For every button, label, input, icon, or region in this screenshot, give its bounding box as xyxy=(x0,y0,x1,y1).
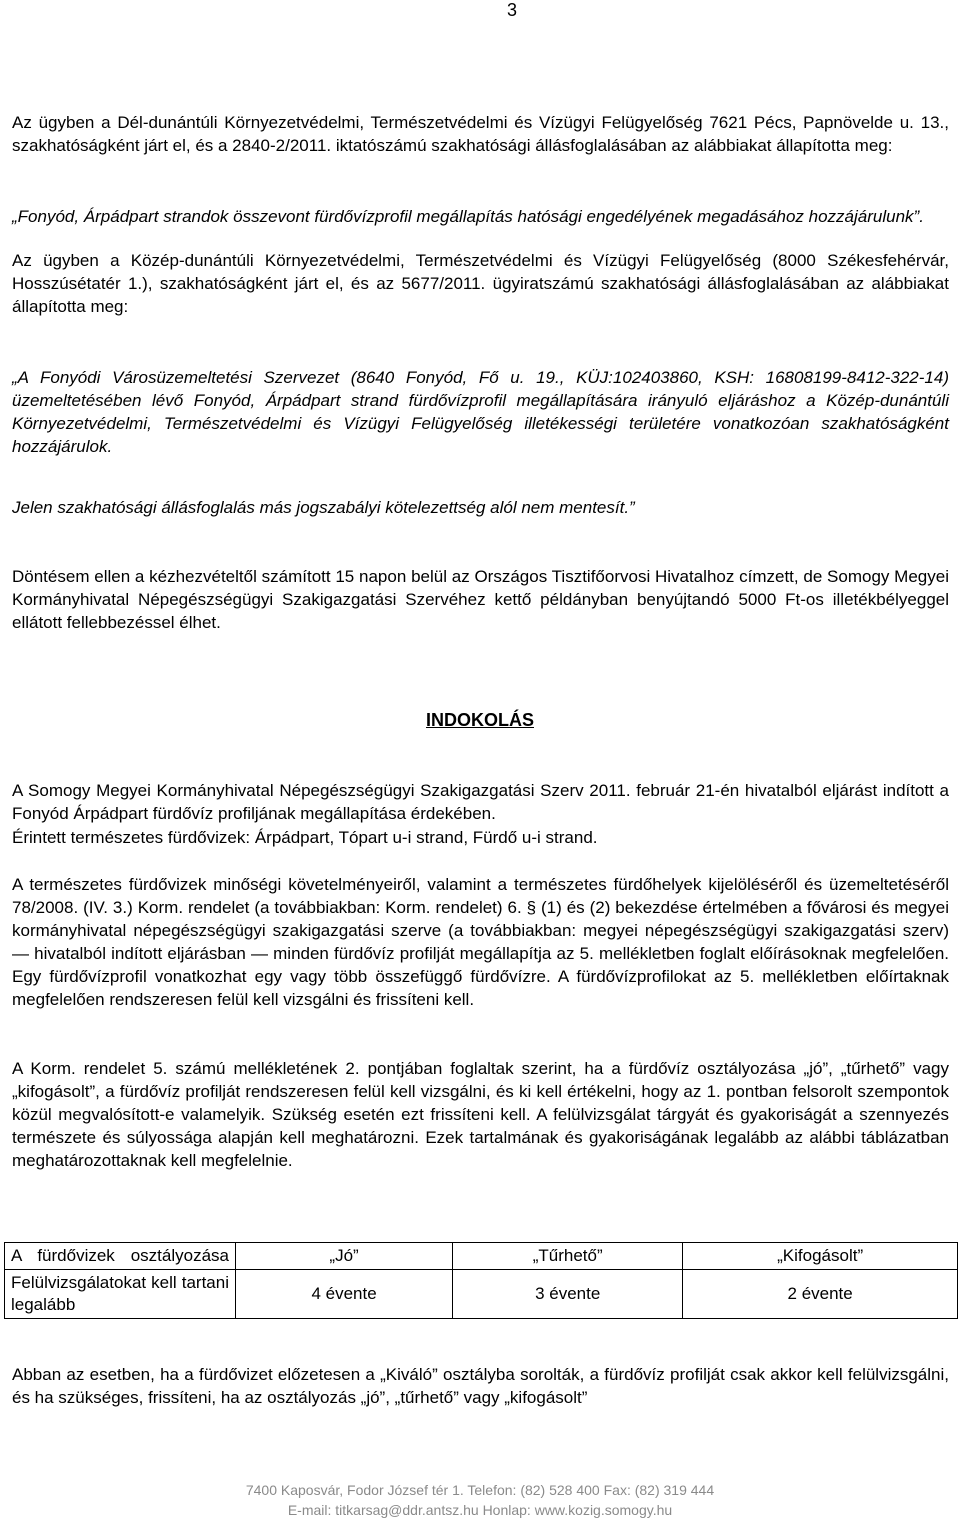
table-row xyxy=(5,1243,958,1270)
paragraph-affected-waters: Érintett természetes fürdővizek: Árpádpart, Tópart u-i strand, Fürdő u-i strand. xyxy=(12,828,598,847)
table-cell: 3 évente xyxy=(453,1270,683,1319)
paragraph-del-dunantuli-authority: Az ügyben a Dél-dunántúli Környezetvédelmi, Természetvédelmi és Vízügyi Felügyelőség 7621 Pécs, Papnövelde u. 13., szakhatóságként járt el, és a 2840-2/2011. iktatószámú szakhatósági állásfoglalásában az alábbiakat állapította meg: xyxy=(12,113,949,155)
paragraph-kozep-dunantuli-authority: Az ügyben a Közép-dunántúli Környezetvédelmi, Természetvédelmi és Vízügyi Felügyelőség (8000 Székesfehérvár, Hosszúsétatér 1.), szakhatóságként járt el, és az 5677/2011. ügyiratszámú szakhatósági állásfoglalásában az alábbiakat állapította meg: xyxy=(12,251,949,316)
quote-del-dunantuli-decision: „Fonyód, Árpádpart strandok összevont fürdővízprofil megállapítás hatósági engedélyének megadásához hozzájárulunk”. xyxy=(12,207,924,226)
review-frequency-table xyxy=(4,1242,958,1319)
table-cell: 2 évente xyxy=(683,1270,958,1319)
table-cell: 4 évente xyxy=(236,1270,453,1319)
paragraph-review-requirements: A Korm. rendelet 5. számú mellékletének 2. pontjában foglaltak szerint, ha a fürdővíz osztályozása „jó”, „tűrhető” vagy „kifogásolt”, a fürdővíz profilját rendszeresen felül kell vizsgálni, és ki kell értékelni, hogy az 1. pontban felsorolt szempontok közül megvalósított-e valamelyik. Szükség esetén ezt frissíteni kell. A felülvizsgálat tárgyát és gyakoriságát a szennyezés természete és súlyossága alapján kell meghatározni. Ezek tartalmának és gyakoriságának legalább az alábbi táblázatban meghatározottaknak kell megfelelnie. xyxy=(12,1059,949,1170)
quote-exemption-note: Jelen szakhatósági állásfoglalás más jogszabályi kötelezettség alól nem mentesít.” xyxy=(12,498,635,517)
table-row-header: Felülvizsgálatokat kell tartani legalább xyxy=(5,1270,236,1319)
table-row-header: A fürdővizek osztályozása xyxy=(5,1243,236,1270)
table-cell: „Jó” xyxy=(236,1243,453,1270)
footer-contact: E-mail: titkarsag@ddr.antsz.hu Honlap: www.kozig.somogy.hu xyxy=(287,1502,673,1518)
paragraph-regulation: A természetes fürdővizek minőségi követelményeiről, valamint a természetes fürdőhelyek kijelöléséről és üzemeltetéséről 78/2008. (IV. 3.) Korm. rendelet (a továbbiakban: Korm. rendelet) 6. § (1) és (2) bekezdése értelmében a fővárosi és megyei kormányhivatal népegészségügyi szakigazgatási szerve (a továbbiakban: megyei népegészségügyi szakigazgatási szerv) — hivatalból indított eljárásban — minden fürdővíz profilját megállapítja az 5. mellékletben foglalt előírásoknak megfelelően. Egy fürdővízprofil vonatkozhat egy vagy több összefüggő fürdővízre. A fürdővízprofilokat az 5. mellékletben előírtaknak megfelelően rendszeresen felül kell vizsgálni és frissíteni kell. xyxy=(12,875,949,1009)
table-cell: „Kifogásolt” xyxy=(683,1243,958,1270)
paragraph-excellent-class: Abban az esetben, ha a fürdővizet előzetesen a „Kiváló” osztályba sorolták, a fürdővíz profilját csak akkor kell felülvizsgálni, és ha szükséges, frissíteni, ha az osztályozás „jó”, „tűrhető” vagy „kifogásolt” xyxy=(12,1365,949,1407)
table-cell: „Tűrhető” xyxy=(453,1243,683,1270)
section-heading-indokolas: INDOKOLÁS xyxy=(426,710,534,730)
footer-address: 7400 Kaposvár, Fodor József tér 1. Telefon: (82) 528 400 Fax: (82) 319 444 xyxy=(245,1482,715,1498)
quote-kozep-dunantuli-decision: „A Fonyódi Városüzemeltetési Szervezet (8640 Fonyód, Fő u. 19., KÜJ:102403860, KSH: 16808199-8412-322-14) üzemeltetésében lévő Fonyód, Árpádpart strand fürdővízprofil megállapítására irányuló eljáráshoz a Közép-dunántúli Környezetvédelmi, Természetvédelmi és Vízügyi Felügyelőség illetékességi területére vonatkozóan szakhatóságként hozzájárulok. xyxy=(12,368,949,456)
table-row xyxy=(5,1270,958,1319)
paragraph-procedure-start: A Somogy Megyei Kormányhivatal Népegészségügyi Szakigazgatási Szerv 2011. február 21-én hivatalból eljárást indított a Fonyód Árpádpart fürdővíz profiljának megállapítása érdekében. xyxy=(12,781,949,823)
paragraph-appeal: Döntésem ellen a kézhezvételtől számított 15 napon belül az Országos Tisztifőorvosi Hivatalhoz címzett, de Somogy Megyei Kormányhivatal Népegészségügyi Szakigazgatási Szervéhez kettő példányban benyújtandó 5000 Ft-os illetékbélyeggel ellátott fellebbezéssel élhet. xyxy=(12,567,949,632)
page-number: 3 xyxy=(506,0,517,20)
